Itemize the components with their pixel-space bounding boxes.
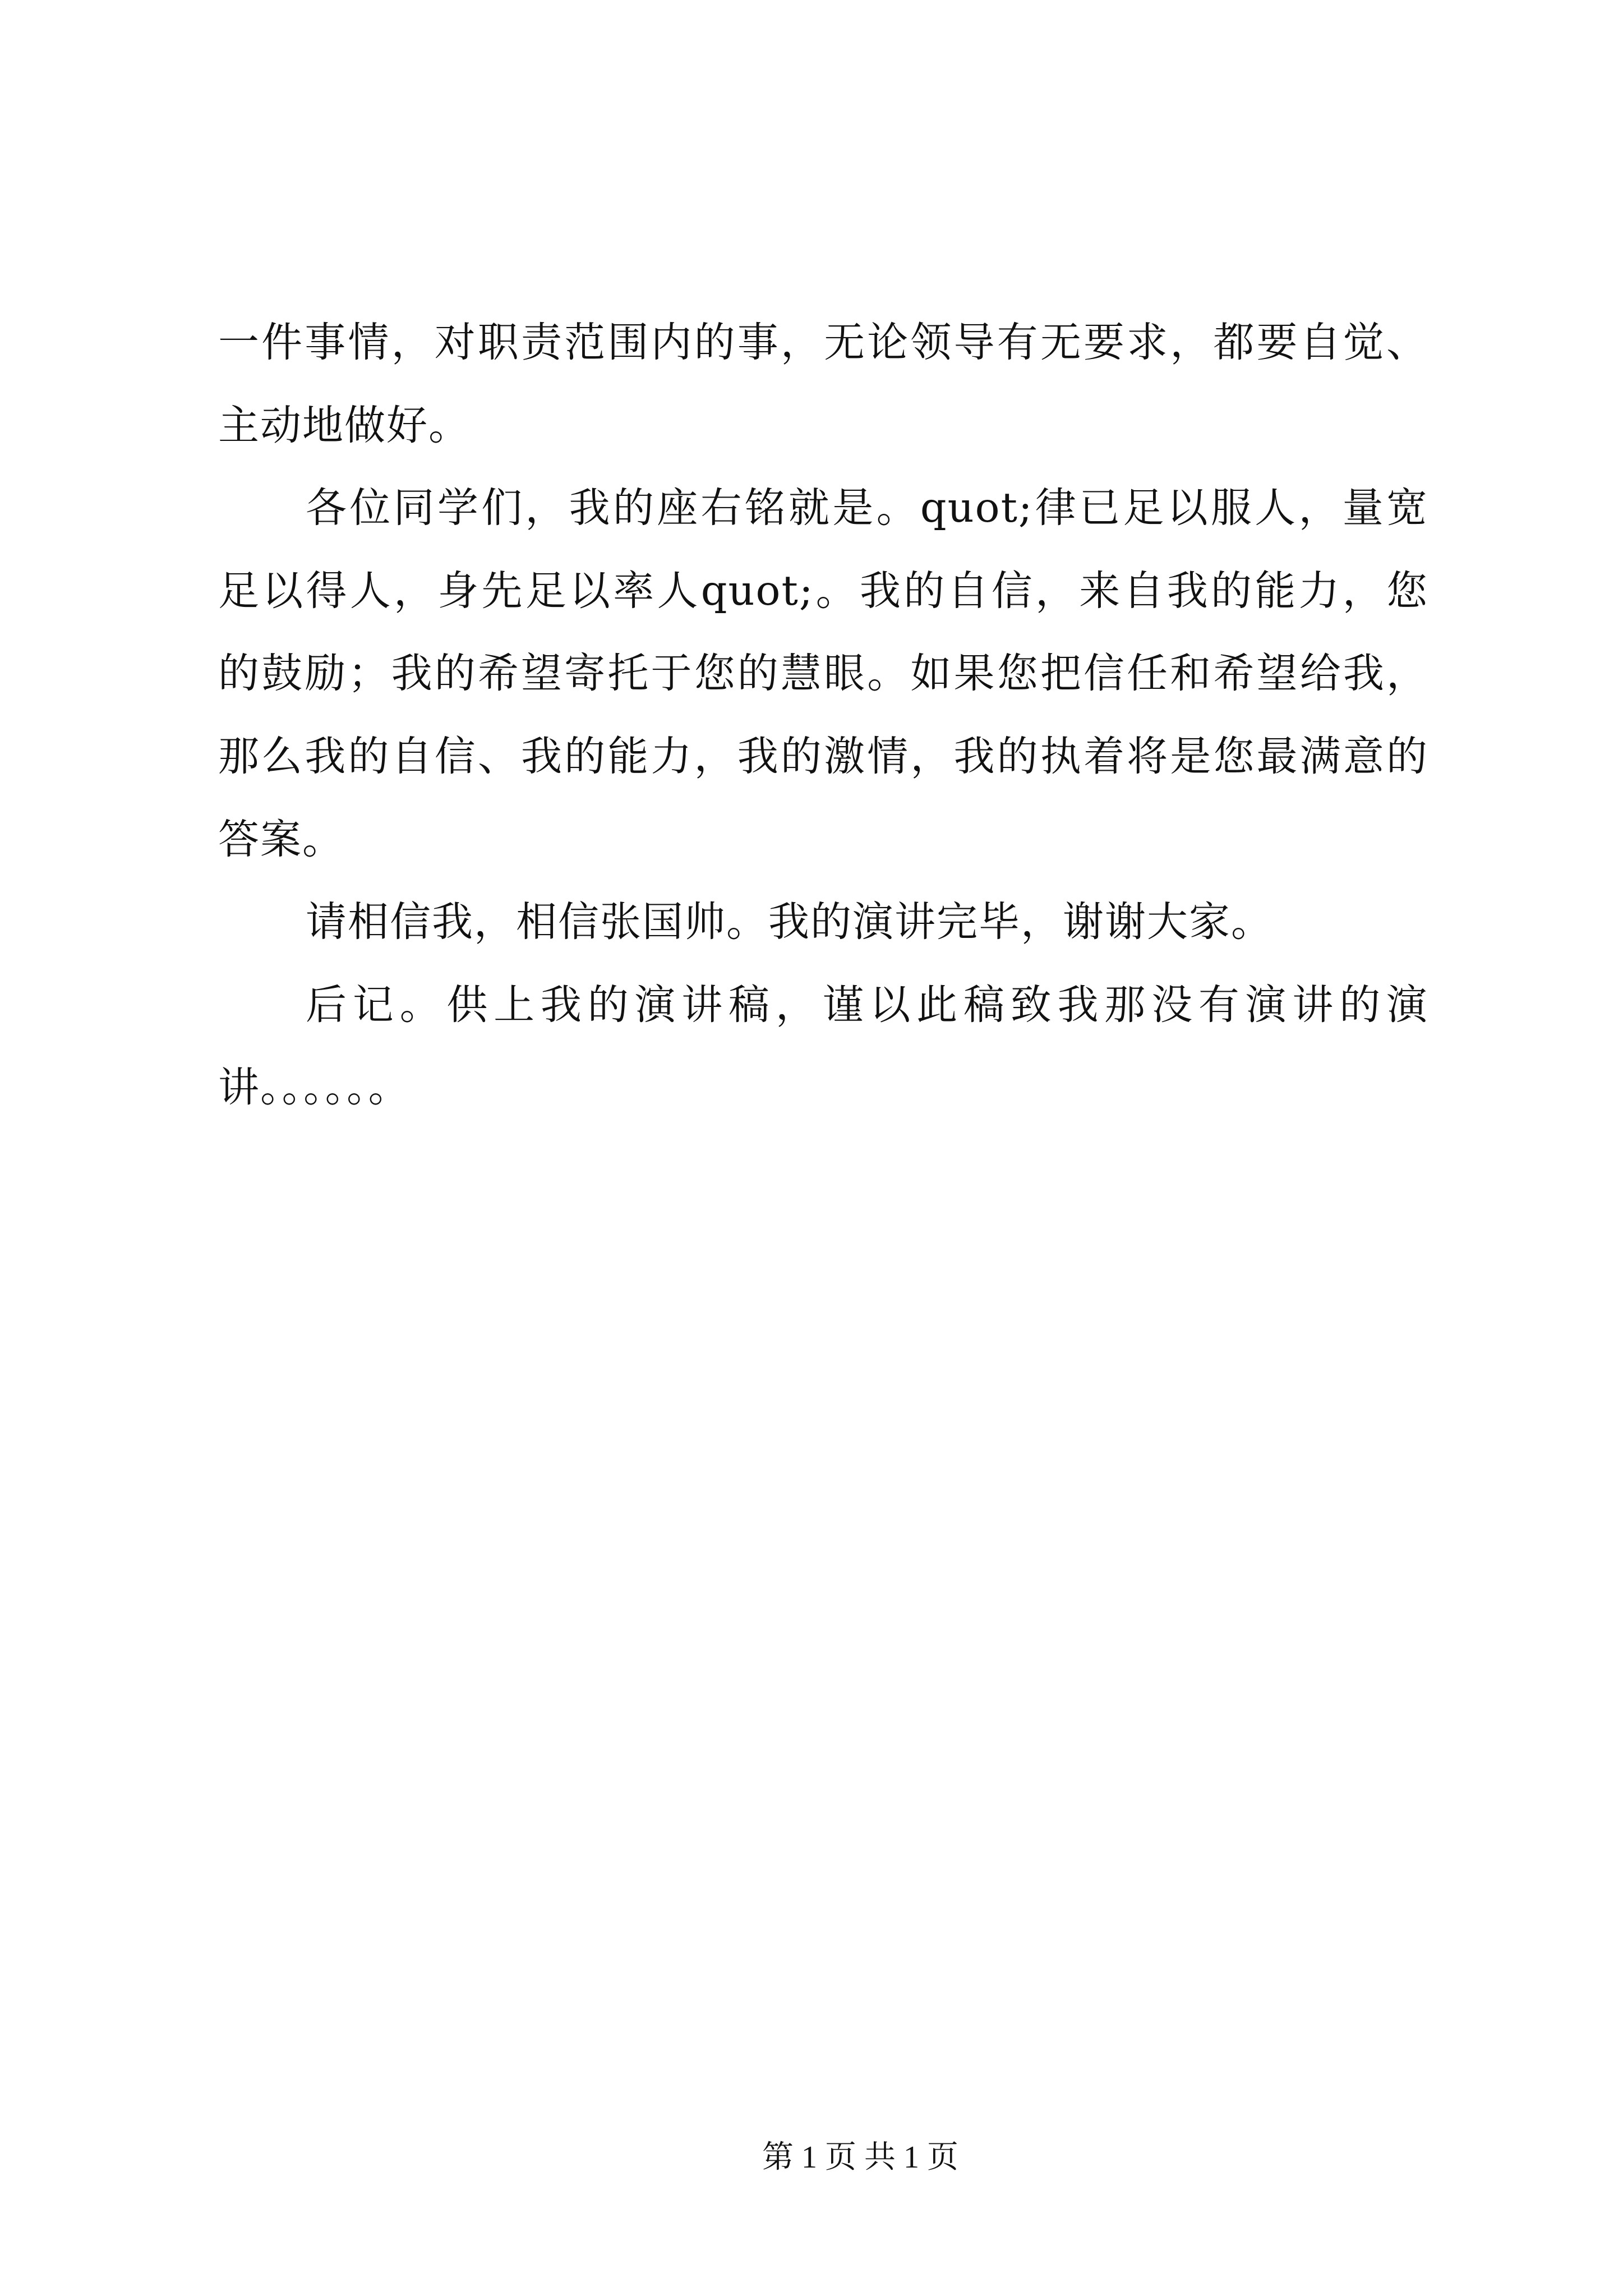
text-line: 各位同学们，我的座右铭就是。quot;律已足以服人，量宽 — [306, 484, 1428, 532]
text-line: 足以得人，身先足以率人quot;。我的自信，来自我的能力，您 — [218, 567, 1428, 615]
page-footer — [728, 2136, 992, 2179]
page-number-label: 第 1 页 共 1 页 — [762, 2140, 958, 2175]
paragraph-3 — [218, 881, 1428, 964]
paragraph-4 — [218, 964, 1428, 1129]
text-line: 讲。。。。。。 — [218, 1064, 411, 1112]
text-line: 一件事情，对职责范围内的事，无论领导有无要求，都要自觉、 — [218, 319, 1428, 366]
text-line: 的鼓励；我的希望寄托于您的慧眼。如果您把信任和希望给我， — [218, 650, 1428, 698]
paragraph-2 — [218, 467, 1428, 881]
text-line: 那么我的自信、我的能力，我的激情，我的执着将是您最满意的 — [218, 732, 1428, 780]
text-line: 后记。供上我的演讲稿，谨以此稿致我那没有演讲的演 — [306, 981, 1428, 1029]
text-line: 请相信我，相信张国帅。我的演讲完毕，谢谢大家。 — [306, 898, 1273, 946]
document-body — [218, 301, 1428, 1129]
text-line: 答案。 — [218, 815, 344, 863]
paragraph-1 — [218, 301, 1428, 467]
text-line: 主动地做好。 — [218, 401, 471, 449]
